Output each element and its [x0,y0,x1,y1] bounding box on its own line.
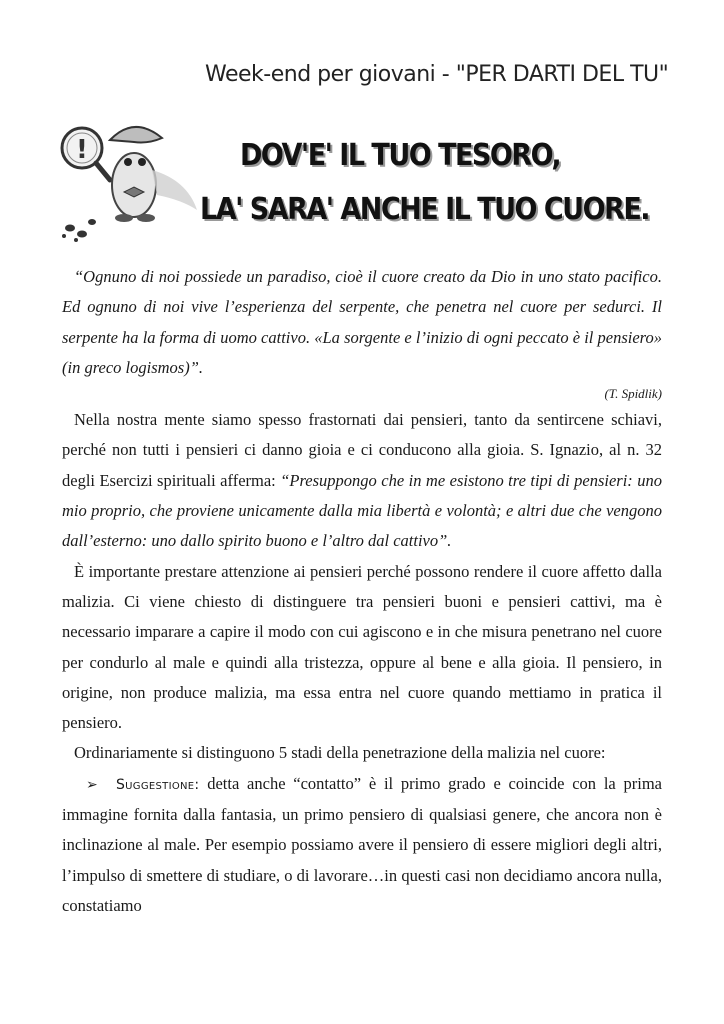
paragraph-attention: È importante prestare attenzione ai pensieri perché possono rendere il cuore affetto dalla malizia. Ci viene chiesto di distinguere tra pensieri buoni e pensieri cattivi, ma è necessario imparare a capire il modo con cui agiscono e in che misura penetrano nel cuore per condurlo al male e quindi alla tristezza, oppure al bene e alla gioia. Il pensiero, in origine, non produce malizia, ma essa entra nel cuore quando mettiamo in pratica il pensiero. [62,561,662,733]
opening-quote: “Ognuno di noi possiede un paradiso, cioè il cuore creato da Dio in uno stato pacifico. Ed ognuno di noi vive l’esperienza del serpente, che penetra nel cuore per sedurci. Il serpente ha la forma di uomo cattivo. «La sorgente e l’inizio di ogni peccato è il pensiero» (in greco logismos)”. [62,267,662,377]
paragraph-intro [62,405,662,556]
arrow-bullet-icon: ➢ [86,776,98,793]
quote-attribution: (T. Spidlik) [604,386,662,402]
paragraph-intro-text: Nella nostra mente siamo spesso frastornati dai pensieri, tanto da sentircene schiavi, perché non tutti i pensieri ci danno gioia e ci conducono alla gioia. S. Ignazio, al n. 32 degli Esercizi spirituali afferma: [62,410,662,490]
detective-mascot-illustration [52,110,202,250]
document-body [62,262,662,921]
bullet-text: detta anche “contatto” è il primo grado e coincide con la prima immagine fornita dalla fantasia, un primo pensiero di qualsiasi genere, che ancora non è inclinazione al male. Per esempio possiamo avere il pensiero di essere migliori degli altri, l’impulso di smettere di studiare, o di lavorare…in questi casi non decidiamo ancora nulla, constatiamo [62,773,662,915]
mascot-body [112,153,156,217]
footprints-icon [62,219,96,242]
term-suggestione: Suggestione: [116,776,200,793]
headline-line-2: LA' SARA' ANCHE IL TUO CUORE. [200,192,650,227]
magnifier-exclamation: ! [76,135,88,165]
headline-line-1: DOV'E' IL TUO TESORO, [240,138,561,173]
ignatius-quote: “Presuppongo che in me esistono tre tipi di pensieri: uno mio proprio, che proviene unicamente dalla mia libertà e volontà; e altri due che vengono dall’esterno: uno dallo spirito buono e l’altro dal cattivo”. [62,470,662,551]
mascot-hat [110,127,162,143]
list-item-suggestione [62,769,662,921]
header-title: Week-end per giovani - "PER DARTI DEL TU" [205,62,669,87]
paragraph-stages: Ordinariamente si distinguono 5 stadi della penetrazione della malizia nel cuore: [74,743,606,763]
